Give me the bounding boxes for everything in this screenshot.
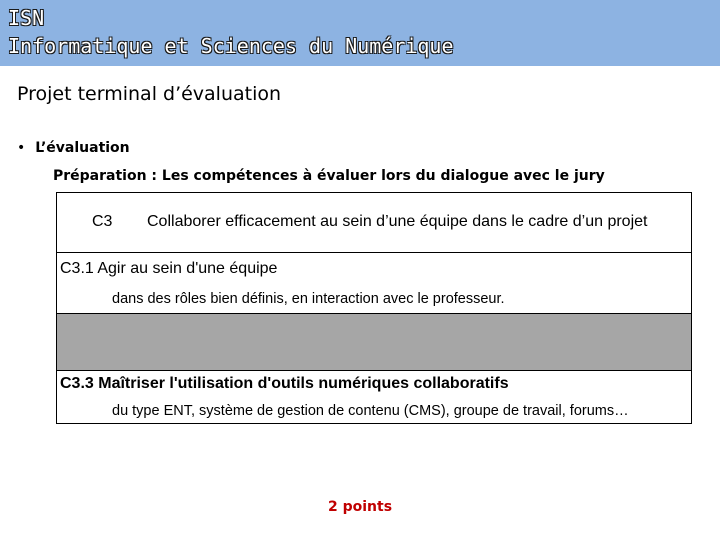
points-label: 2 points xyxy=(328,499,393,515)
competence-header-row xyxy=(57,193,691,253)
header-banner xyxy=(0,0,720,66)
skill-description: du type ENT, système de gestion de contenu (CMS), groupe de travail, forums… xyxy=(112,403,629,419)
preparation-subheading: Préparation : Les compétences à évaluer lors du dialogue avec le jury xyxy=(53,168,605,184)
skill-description: dans des rôles bien définis, en interaction avec le professeur. xyxy=(112,291,505,307)
skill-row-c3-1 xyxy=(57,253,691,314)
bullet-dot-icon: • xyxy=(17,140,26,156)
header-line-isn: ISN xyxy=(8,6,45,30)
header-line-subtitle: Informatique et Sciences du Numérique xyxy=(8,34,454,58)
skill-title: C3.3 Maîtriser l'utilisation d'outils numériques collaboratifs xyxy=(60,375,509,392)
competence-title: Collaborer efficacement au sein d’une équipe dans le cadre d’un projet xyxy=(147,213,648,230)
page-title: Projet terminal d’évaluation xyxy=(17,83,282,105)
bullet-evaluation xyxy=(17,140,130,156)
competence-code: C3 xyxy=(92,213,113,230)
skill-title: C3.1 Agir au sein d'une équipe xyxy=(60,260,278,277)
skill-row-c3-3 xyxy=(57,371,691,423)
bullet-text: L’évaluation xyxy=(35,140,130,156)
skill-row-masked xyxy=(57,314,691,371)
competence-table xyxy=(56,192,692,424)
